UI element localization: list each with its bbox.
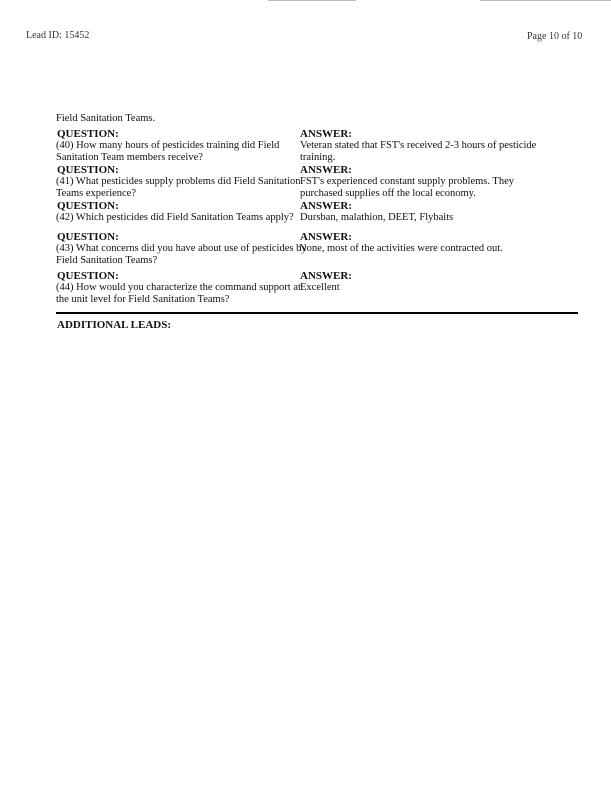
answer-text: Dursban, malathion, DEET, Flybaits	[300, 212, 454, 223]
question-label: QUESTION:	[57, 231, 119, 243]
answer-text: purchased supplies off the local economy.	[300, 188, 476, 199]
answer-label: ANSWER:	[300, 164, 352, 176]
page-number: Page 10 of 10	[527, 31, 583, 42]
question-text: Sanitation Team members receive?	[56, 152, 203, 163]
question-label: QUESTION:	[57, 164, 119, 176]
answer-label: ANSWER:	[300, 270, 352, 282]
question-text: the unit level for Field Sanitation Teams?	[56, 294, 230, 305]
answer-text: Excellent	[300, 282, 340, 293]
question-text: (44) How would you characterize the command support at	[56, 282, 301, 293]
question-text: (41) What pesticides supply problems did Field Sanitation	[56, 176, 301, 187]
question-label: QUESTION:	[57, 128, 119, 140]
answer-label: ANSWER:	[300, 231, 352, 243]
additional-leads-heading: ADDITIONAL LEADS:	[57, 319, 171, 331]
continuation-text: Field Sanitation Teams.	[56, 113, 156, 124]
question-text: (42) Which pesticides did Field Sanitation Teams apply?	[56, 212, 294, 223]
question-text: (40) How many hours of pesticides training did Field	[56, 140, 280, 151]
answer-text: None, most of the activities were contracted out.	[299, 243, 503, 254]
question-text: (43) What concerns did you have about use of pesticides by	[56, 243, 307, 254]
lead-id: Lead ID: 15452	[26, 30, 90, 41]
answer-text: FST's experienced constant supply problems. They	[300, 176, 514, 187]
scan-artifact	[480, 0, 611, 1]
question-text: Teams experience?	[56, 188, 137, 199]
answer-label: ANSWER:	[300, 200, 352, 212]
answer-text: Veteran stated that FST's received 2-3 hours of pesticide	[300, 140, 537, 151]
answer-label: ANSWER:	[300, 128, 352, 140]
question-text: Field Sanitation Teams?	[56, 255, 158, 266]
scan-artifact	[268, 0, 356, 1]
question-label: QUESTION:	[57, 270, 119, 282]
section-divider	[56, 312, 578, 314]
answer-text: training.	[300, 152, 336, 163]
question-label: QUESTION:	[57, 200, 119, 212]
